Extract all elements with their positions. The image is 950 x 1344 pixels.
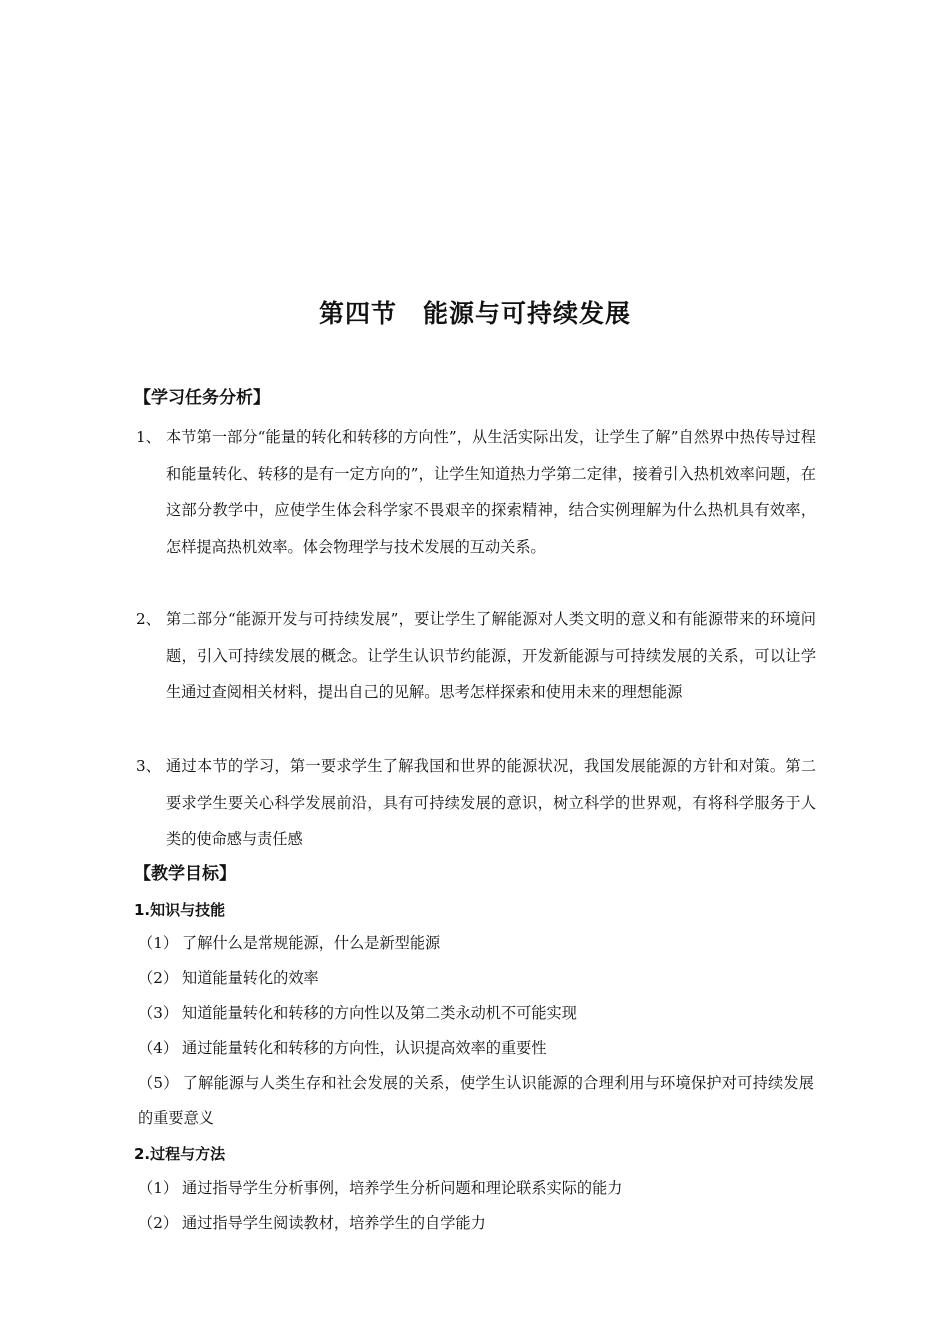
objective-label: （2） [138,1214,179,1232]
objective-text: 通过指导学生阅读教材，培养学生的自学能力 [182,1214,486,1232]
objective-item [138,996,814,1031]
section-heading-objectives: 【教学目标】 [134,864,236,884]
objective-item [138,1066,814,1136]
subsection-title-knowledge: 1.知识与技能 [134,901,226,919]
objective-item [138,961,814,996]
item-text: 本节第一部分“能量的转化和转移的方向性”，从生活实际出发，让学生了解”自然界中热传导过程和能量转化、转移的是有一定方向的”，让学生知道热力学第二定律，接着引入热机效率问题，在这部分教学中，应使学生体会科学家不畏艰辛的探索精神，结合实例理解为什么热机具有效率，怎样提高热机效率。体会物理学与技术发展的互动关系。 [166,428,816,556]
objective-label: （4） [138,1039,179,1057]
section-heading-analysis: 【学习任务分析】 [134,388,270,408]
objective-text: 了解能源与人类生存和社会发展的关系，使学生认识能源的合理利用与环境保护对可持续发展的重要意义 [138,1074,814,1127]
objective-item [138,926,814,961]
item-text: 第二部分“能源开发与可持续发展”，要让学生了解能源对人类文明的意义和有能源带来的环境问题，引入可持续发展的概念。让学生认识节约能源，开发新能源与可持续发展的关系，可以让学生通过查阅相关材料，提出自己的见解。思考怎样探索和使用未来的理想能源 [166,610,816,701]
objective-text: 知道能量转化的效率 [182,969,319,987]
objective-label: （2） [138,969,179,987]
objective-label: （3） [138,1004,179,1022]
objective-text: 知道能量转化和转移的方向性以及第二类永动机不可能实现 [182,1004,577,1022]
objective-item [138,1171,814,1206]
objective-item [138,1031,814,1066]
item-text: 通过本节的学习，第一要求学生了解我国和世界的能源状况，我国发展能源的方针和对策。第二要求学生要关心科学发展前沿，具有可持续发展的意识，树立科学的世界观，有将科学服务于人类的使命感与责任感 [166,757,816,848]
subsection-title-process: 2.过程与方法 [134,1145,226,1163]
analysis-item-3 [136,748,816,858]
page-title: 第四节 能源与可持续发展 [318,299,631,328]
objective-text: 通过指导学生分析事例，培养学生分析问题和理论联系实际的能力 [182,1179,623,1197]
item-number: 2、 [136,610,161,628]
item-number: 1、 [136,428,161,446]
objective-text: 了解什么是常规能源，什么是新型能源 [182,934,441,952]
analysis-item-1 [136,419,816,565]
item-number: 3、 [136,757,161,775]
objective-label: （1） [138,934,179,952]
objective-label: （1） [138,1179,179,1197]
objective-label: （5） [138,1074,179,1092]
objective-text: 通过能量转化和转移的方向性，认识提高效率的重要性 [182,1039,547,1057]
objective-item [138,1206,814,1241]
analysis-item-2 [136,601,816,711]
